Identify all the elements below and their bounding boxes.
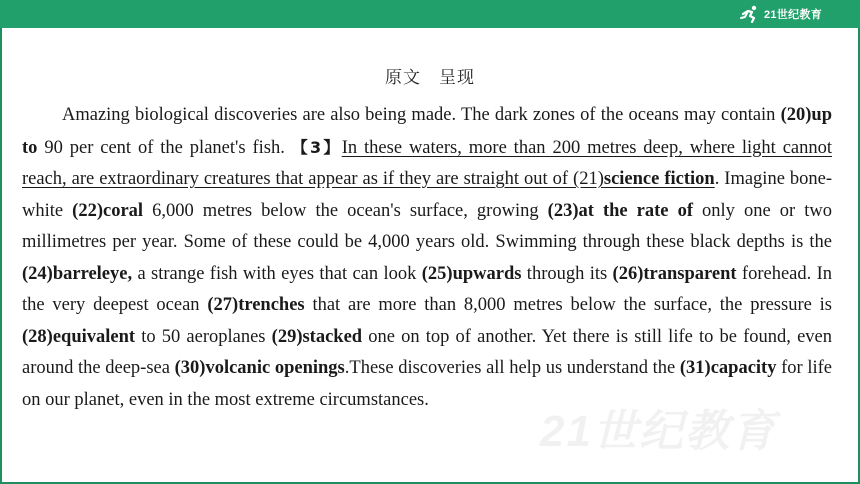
header-bar [0, 0, 860, 28]
blank-number: (23) [547, 200, 579, 221]
passage-text: for life on our planet, even in the most extreme circumstances. [22, 358, 832, 410]
answer: upwards [452, 263, 522, 284]
answer: science fiction [603, 169, 715, 189]
blank-number: (27) [207, 295, 239, 315]
answer: coral [103, 200, 144, 221]
answer: capacity [710, 358, 777, 378]
answer: transparent [643, 263, 737, 284]
passage-text: only one or two millimetres per year. Some of these could be 4,000 years old. Swimming through these black depths is the [22, 200, 832, 252]
blank-number: (31) [679, 358, 711, 378]
blank-number: (26) [612, 263, 644, 284]
passage-text: Amazing biological discoveries are also being made. The dark zones of the oceans may contain [62, 105, 781, 125]
passage-text: 6,000 metres below the ocean's surface, growing [143, 200, 548, 221]
left-border [0, 28, 2, 484]
passage-text: In these waters, more than 200 metres deep, where light cannot reach, are extraordinary creatures that appear as if they are straight out of [22, 137, 833, 189]
logo-text: 21世纪教育 [763, 9, 822, 21]
passage-text: .These discoveries all help us understand the [344, 358, 680, 378]
blank-number: (22) [72, 200, 103, 221]
sentence-marker: 【3】 [291, 137, 342, 157]
blank-number: (24) [22, 263, 53, 284]
blank-number: (20) [780, 105, 812, 125]
page-title: 原文 呈现 [385, 68, 475, 88]
blank-number: (29) [271, 326, 303, 347]
blank-number: (28) [22, 326, 53, 347]
watermark: 21世纪教育 [540, 407, 777, 456]
answer: up to [22, 105, 832, 158]
blank-number: (21) [573, 169, 604, 189]
passage-text: . Imagine bone-white [22, 169, 832, 221]
blank-number: (25) [421, 263, 453, 284]
passage-text: forehead. In the very deepest ocean [22, 263, 833, 315]
passage-text: to 50 aeroplanes [135, 326, 272, 347]
answer: at the rate of [578, 200, 693, 221]
answer: barreleye, [52, 263, 133, 284]
answer: trenches [238, 295, 305, 315]
blank-number: (30) [174, 358, 206, 378]
passage-text: a strange fish with eyes that can look [132, 263, 422, 284]
passage-text: one on top of another. Yet there is still life to be found, even around the deep-sea [22, 326, 832, 378]
passage-text: through its [521, 263, 613, 284]
brand-logo [739, 4, 822, 24]
passage [22, 100, 832, 416]
answer: equivalent [52, 326, 136, 347]
answer: stacked [302, 326, 363, 347]
passage-text: that are more than 8,000 metres below the surface, the pressure is [304, 295, 832, 315]
passage-text: 90 per cent of the planet's fish. [37, 137, 292, 158]
runner-icon [739, 5, 761, 23]
answer: volcanic openings [205, 358, 345, 378]
